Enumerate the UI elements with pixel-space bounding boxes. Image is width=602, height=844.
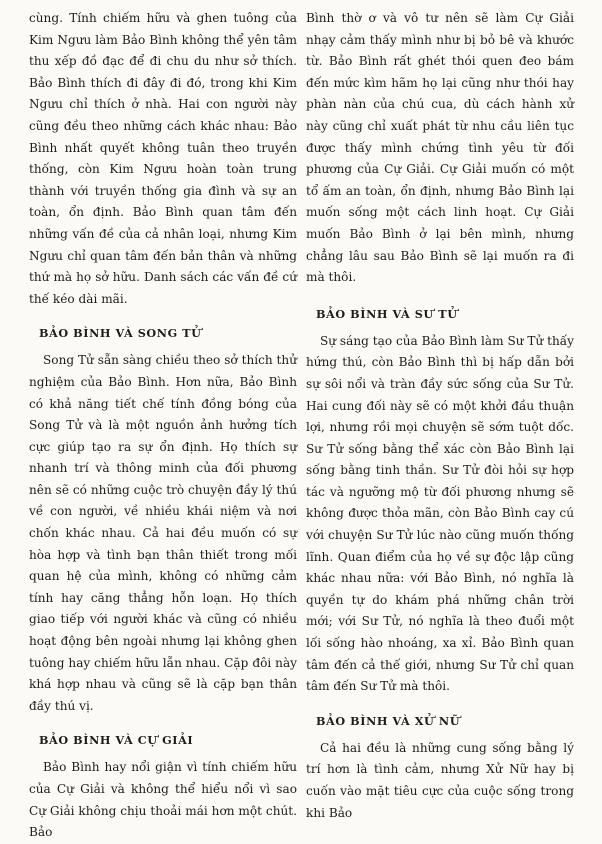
left-column bbox=[29, 8, 297, 844]
heading-aquarius-virgo: BẢO BÌNH VÀ XỬ NỮ bbox=[316, 713, 461, 728]
paragraph-aquarius-gemini: Song Tử sẵn sàng chiều theo sở thích thử nghiệm của Bảo Bình. Hơn nữa, Bảo Bình có khả năng tiết chế tính đồng bóng của Song Tử và là một nguồn ảnh hưởng tích cực giúp tạo ra sự ổn định. Họ thích sự nhanh trí và thông minh của đối phương nên sẽ có những cuộc trò chuyện đầy lý thú về con người, về nhiều khái niệm và nơi chốn khác nhau. Cả hai đều muốn có sự hòa hợp và tình bạn thân thiết trong mối quan hệ của mình, không có những cảm tính hay căng thẳng hỗn loạn. Họ thích giao tiếp với người khác và cũng có nhiều hoạt động bên ngoài nhưng lại không ghen tuông hay chiếm hữu lẫn nhau. Cặp đôi này khá hợp nhau và cũng sẽ là cặp bạn thân đầy thú vị. bbox=[29, 353, 297, 713]
heading-aquarius-gemini: BẢO BÌNH VÀ SONG TỬ bbox=[39, 326, 202, 341]
paragraph-aquarius-virgo-start: Cả hai đều là những cung sống bằng lý trí hơn là tình cảm, nhưng Xử Nữ hay bị cuốn vào mặt tiêu cực của cuộc sống trong khi Bảo bbox=[306, 740, 574, 820]
paragraph-aquarius-cancer-start: Bảo Bình hay nổi giận vì tính chiếm hữu của Cự Giải và không thể hiểu nổi vì sao Cự Giải không chịu thoải mái hơn một chút. Bảo bbox=[29, 760, 297, 840]
paragraph-aquarius-cancer-end: Bình thờ ơ và vô tư nên sẽ làm Cự Giải nhạy cảm thấy mình như bị bỏ bê và khước từ. Bảo Bình rất ghét thói quen đeo bám đến mức kìm hãm họ lại cũng như thói hay phàn nàn của chú cua, dù cách hành xử này cũng chỉ xuất phát từ nhu cầu liên tục được thấy mình chứng tình yêu từ đối phương của Cự Giải. Cự Giải muốn có một tổ ấm an toàn, ổn định, nhưng Bảo Bình lại muốn sống một cách linh hoạt. Cự Giải muốn Bảo Bình ở lại bên mình, nhưng chẳng lâu sau Bảo Bình sẽ lại muốn ra đi mà thôi. bbox=[306, 11, 574, 285]
right-column bbox=[306, 8, 574, 824]
heading-aquarius-cancer: BẢO BÌNH VÀ CỰ GIẢI bbox=[39, 733, 194, 748]
paragraph-aquarius-leo: Sự sáng tạo của Bảo Bình làm Sư Tử thấy hứng thú, còn Bảo Bình thì bị hấp dẫn bởi sự sôi nổi và tràn đầy sức sống của Sư Tử. Hai cung đối này sẽ có một khởi đầu thuận lợi, nhưng rồi mọi chuyện sẽ sớm tuột dốc. Sư Tử sống bằng thể xác còn Bảo Bình lại sống bằng tinh thần. Sư Tử đòi hỏi sự hợp tác và ngưỡng mộ từ đối phương nhưng sẽ không được thỏa mãn, còn Bảo Bình cay cú với chuyện Sư Tử lúc nào cũng muốn thống lĩnh. Quan điểm của họ về sự độc lập cũng khác nhau nữa: với Bảo Bình, nó nghĩa là quyền tự do khám phá những chân trời mới; với Sư Tử, nó nghĩa là theo đuổi một lối sống hào nhoáng, xa xỉ. Bảo Bình quan tâm đến cả thế giới, nhưng Sư Tử chỉ quan tâm đến Sư Tử mà thôi. bbox=[306, 333, 574, 694]
paragraph-taurus-end: cùng. Tính chiếm hữu và ghen tuông của Kim Ngưu làm Bảo Bình không thể yên tâm thu xếp đồ đạc để đi chu du như sở thích. Bảo Bình thích đi đây đi đó, trong khi Kim Ngưu chỉ thích ở nhà. Hai con người này cũng đều theo những cách khác nhau: Bảo Bình nhất quyết không tuân theo truyền thống, còn Kim Ngưu hoàn toàn trung thành với truyền thống gia đình và sự an toàn, ổn định. Bảo Bình quan tâm đến những vấn đề của cả nhân loại, nhưng Kim Ngưu chỉ quan tâm đến bản thân và những thứ mà họ sở hữu. Danh sách các vấn đề cứ thế kéo dài mãi. bbox=[29, 11, 297, 306]
heading-aquarius-leo: BẢO BÌNH VÀ SƯ TỬ bbox=[316, 306, 458, 321]
